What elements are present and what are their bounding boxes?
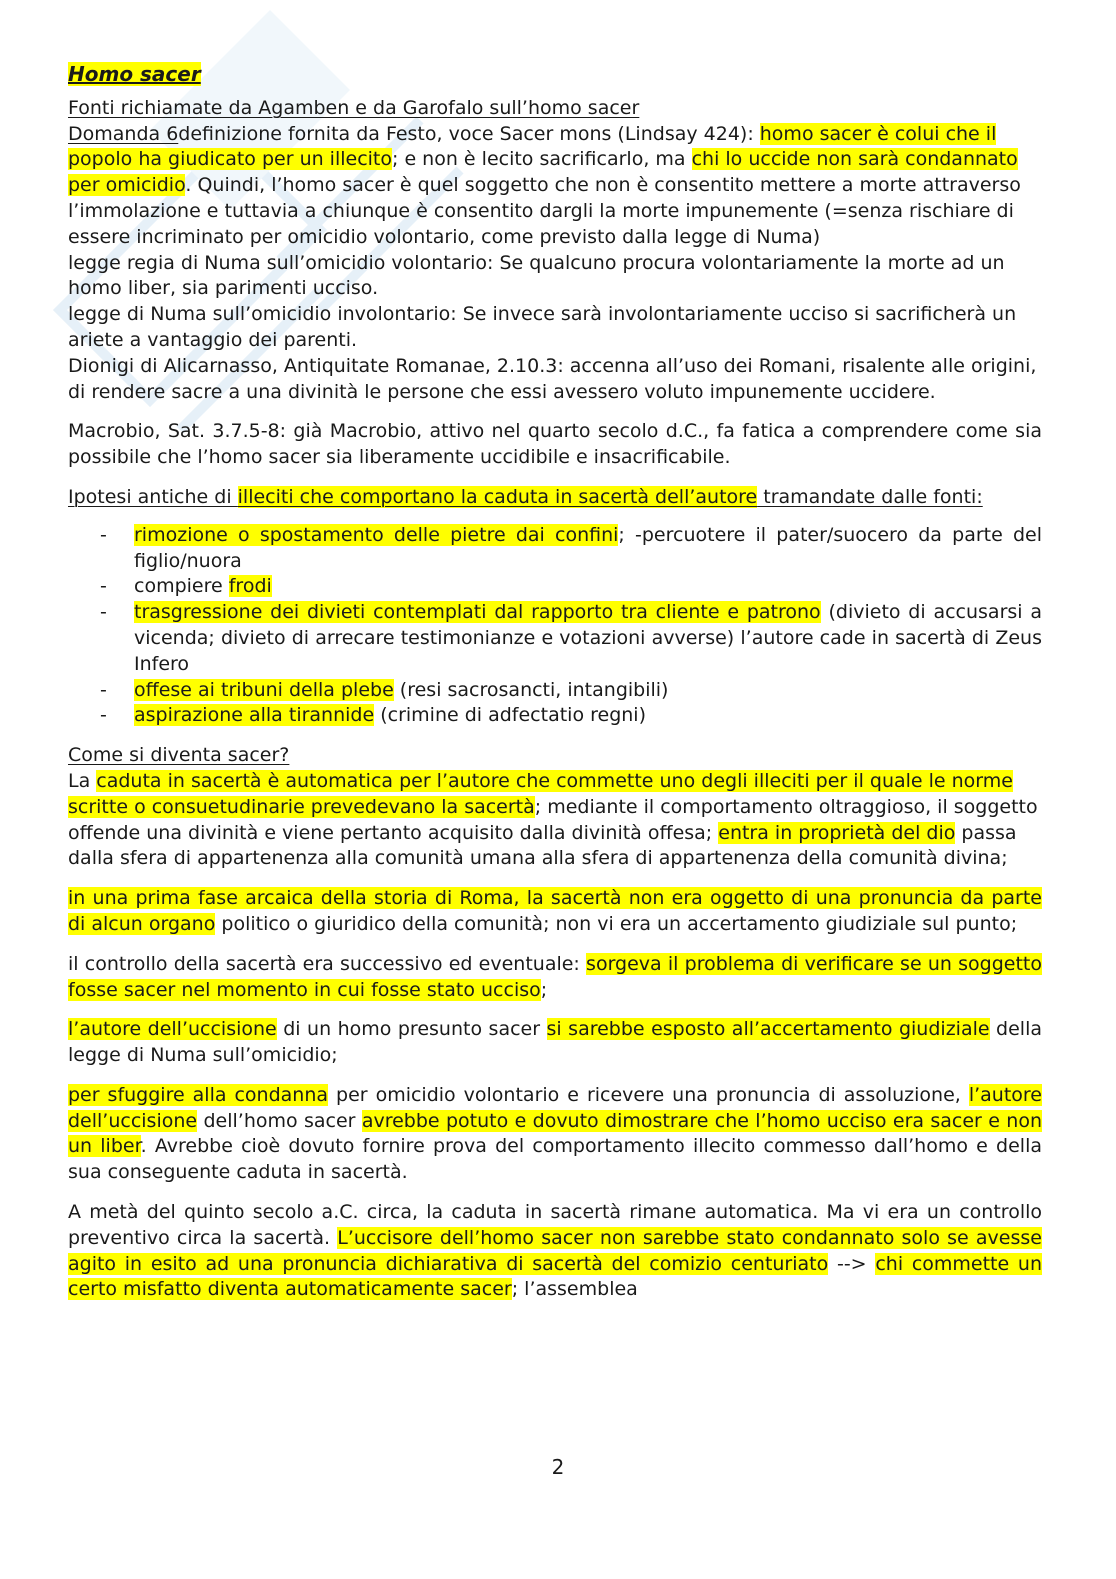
list-item: - trasgressione dei divieti contemplati dal rapporto tra cliente e patrono (divieto di accusarsi a vicenda; divieto di arrecare testimonianze e votazioni avverse) l’autore cade in sacertà di Zeus Infero: [100, 601, 1042, 675]
section-heading-sources: Fonti richiamate da Agamben e da Garofalo sull’homo sacer: [68, 96, 640, 119]
section-heading-how: Come si diventa sacer?: [68, 744, 290, 767]
festo-paragraph: Domanda 6definizione fornita da Festo, voce Sacer mons (Lindsay 424): homo sacer è colui che il popolo ha giudicato per un illecito; e non è lecito sacrificarlo, ma chi lo uccide non sarà condannato per omicidio. Quindi, l’homo sacer è quel soggetto che non è consentito mettere a morte attraverso l’immolazione e tuttavia a chiunque è consentito dargli la morte impunemente (=senza rischiare di essere incriminato per omicidio volontario, come previsto dalla legge di Numa): [68, 122, 1021, 248]
automatic-paragraph: La caduta in sacertà è automatica per l’autore che commette uno degli illeciti per il quale le norme scritte o consuetudinarie prevedevano la sacertà; mediante il comportamento oltraggioso, il soggetto offende una divinità e viene pertanto acquisito dalla divinità offesa; entra in proprietà del dio passa dalla sfera di appartenenza alla comunità umana alla sfera di appartenenza della comunità divina;: [68, 769, 1038, 870]
list-item: - aspirazione alla tirannide (crimine di adfectatio regni): [100, 704, 646, 727]
acquittal-paragraph: per sfuggire alla condanna per omicidio volontario e ricevere una pronuncia di assoluzione, l’autore dell’uccisione dell’homo sacer avrebbe potuto e dovuto dimostrare che l’homo ucciso era sacer e non un liber. Avrebbe cioè dovuto fornire prova del comportamento illecito commesso dall’homo e della sua conseguente caduta in sacertà.: [68, 1083, 1043, 1184]
list-item: - compiere frodi: [100, 575, 272, 598]
numa-involuntary-paragraph: legge di Numa sull’omicidio involontario: Se invece sarà involontariamente ucciso si sacrificherà un ariete a vantaggio dei parenti.: [68, 303, 1017, 351]
numa-regia-paragraph: legge regia di Numa sull’omicidio volontario: Se qualcuno procura volontariamente la morte ad un homo liber, sia parimenti ucciso.: [68, 251, 1005, 300]
document-page: [68, 62, 1042, 1303]
archaic-paragraph: in una prima fase arcaica della storia di Roma, la sacertà non era oggetto di una pronuncia da parte di alcun organo politico o giuridico della comunità; non vi era un accertamento giudiziale sul punto;: [68, 887, 1042, 935]
list-item: - rimozione o spostamento delle pietre dai confini; -percuotere il pater/suocero da parte del figlio/nuora: [100, 523, 1042, 572]
dionigi-paragraph: Dionigi di Alicarnasso, Antiquitate Romanae, 2.10.3: accenna all’uso dei Romani, risalente alle origini, di rendere sacre a una divinità le persone che essi avessero voluto impunemente uccidere.: [68, 354, 1037, 403]
macrobio-paragraph: Macrobio, Sat. 3.7.5-8: già Macrobio, attivo nel quarto secolo d.C., fa fatica a comprendere come sia possibile che l’homo sacer sia liberamente uccidibile e insacrificabile.: [68, 420, 1042, 469]
author-paragraph: l’autore dell’uccisione di un homo presunto sacer si sarebbe esposto all’accertamento giudiziale della legge di Numa sull’omicidio;: [68, 1018, 1042, 1067]
page-number: 2: [551, 1455, 565, 1479]
control-paragraph: il controllo della sacertà era successivo ed eventuale: sorgeva il problema di verificare se un soggetto fosse sacer nel momento in cui fosse stato ucciso;: [68, 952, 1042, 1001]
list-item: - offese ai tribuni della plebe (resi sacrosancti, intangibili): [100, 678, 669, 701]
page-title: Homo sacer: [68, 62, 201, 86]
question-label: Domanda 6: [68, 122, 179, 145]
offence-list: [68, 523, 1042, 729]
section-heading-hypotheses: Ipotesi antiche di illeciti che comportano la caduta in sacertà dell’autore tramandate dalle fonti:: [68, 485, 983, 508]
fifth-century-paragraph: A metà del quinto secolo a.C. circa, la caduta in sacertà rimane automatica. Ma vi era un controllo preventivo circa la sacertà. L’uccisore dell’homo sacer non sarebbe stato condannato solo se avesse agito in esito ad una pronuncia dichiarativa di sacertà del comizio centuriato --> chi commette un certo misfatto diventa automaticamente sacer; l’assemblea: [68, 1201, 1042, 1301]
